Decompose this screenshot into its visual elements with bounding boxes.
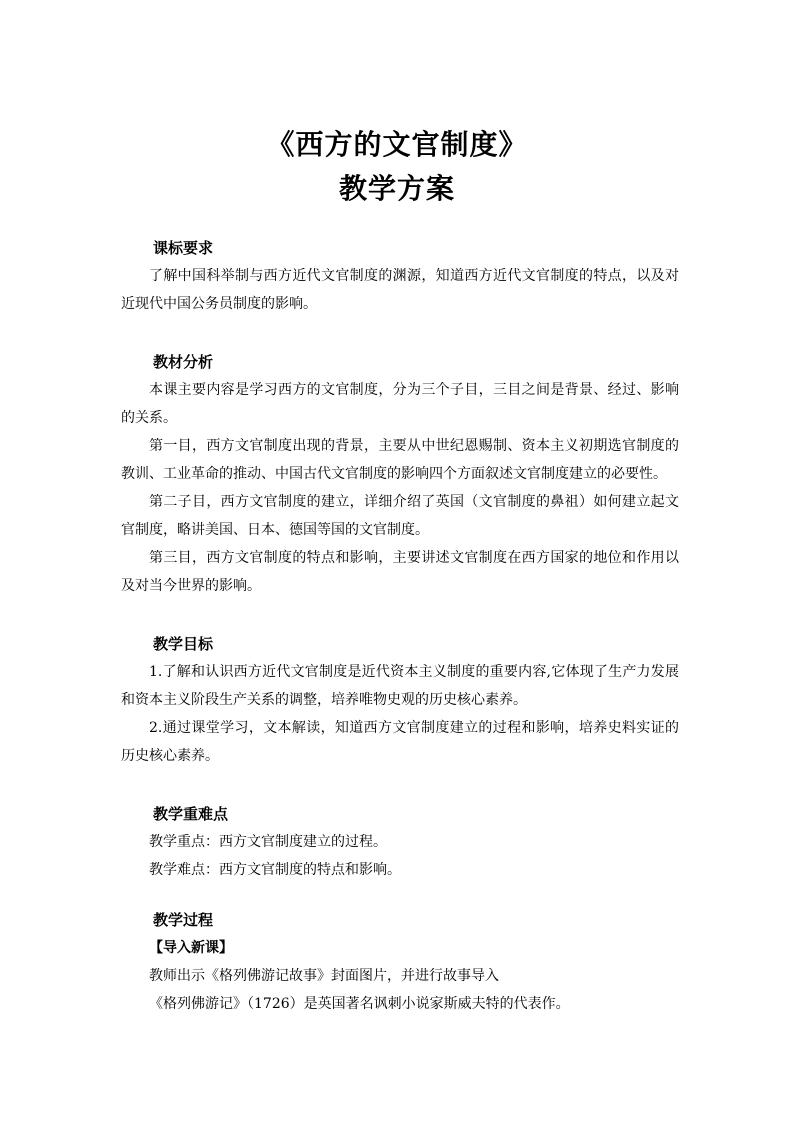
- document-title: [0, 123, 794, 211]
- section-heading: 教学过程: [153, 911, 214, 929]
- paragraph: 《格列佛游记》（1726）是英国著名讽刺小说家斯威夫特的代表作。: [149, 996, 570, 1012]
- paragraph: 本课主要内容是学习西方的文官制度，分为三个子目，三目之间是背景、经过、影响的关系。: [121, 382, 679, 426]
- document-body: [121, 234, 679, 1018]
- section-heading: 教学重难点: [153, 805, 229, 823]
- section-objectives: [121, 630, 679, 770]
- section-analysis: [121, 348, 679, 600]
- paragraph: 第三目，西方文官制度的特点和影响，主要讲述文官制度在西方国家的地位和作用以及对当今世界的影响。: [121, 550, 679, 594]
- section-heading: 教材分析: [153, 353, 214, 371]
- section-keypoints: [121, 800, 679, 884]
- paragraph: 了解中国科举制与西方近代文官制度的渊源，知道西方近代文官制度的特点，以及对近现代中国公务员制度的影响。: [121, 268, 679, 312]
- section-heading: 教学目标: [153, 635, 214, 653]
- section-process: [121, 906, 679, 1018]
- section-standards: [121, 234, 679, 318]
- title-line-1: 《西方的文官制度》: [266, 128, 528, 161]
- paragraph: 2.通过课堂学习，文本解读，知道西方文官制度建立的过程和影响，培养史料实证的历史核心素养。: [121, 720, 679, 764]
- intro-label: 【导入新课】: [149, 940, 233, 956]
- title-line-2: 教学方案: [338, 172, 455, 205]
- section-heading: 课标要求: [153, 239, 214, 257]
- difficult-point: 教学难点：西方文官制度的特点和影响。: [149, 862, 401, 878]
- paragraph: 1.了解和认识西方近代文官制度是近代资本主义制度的重要内容,它体现了生产力发展和资本主义阶段生产关系的调整，培养唯物史观的历史核心素养。: [121, 664, 679, 708]
- paragraph: 教师出示《格列佛游记故事》封面图片，并进行故事导入: [149, 968, 499, 984]
- paragraph: 第一目，西方文官制度出现的背景，主要从中世纪恩赐制、资本主义初期选官制度的教训、工业革命的推动、中国古代文官制度的影响四个方面叙述文官制度建立的必要性。: [121, 438, 679, 482]
- paragraph: 第二子目，西方文官制度的建立，详细介绍了英国（文官制度的鼻祖）如何建立起文官制度，略讲美国、日本、德国等国的文官制度。: [121, 494, 679, 538]
- key-point: 教学重点：西方文官制度建立的过程。: [149, 834, 387, 850]
